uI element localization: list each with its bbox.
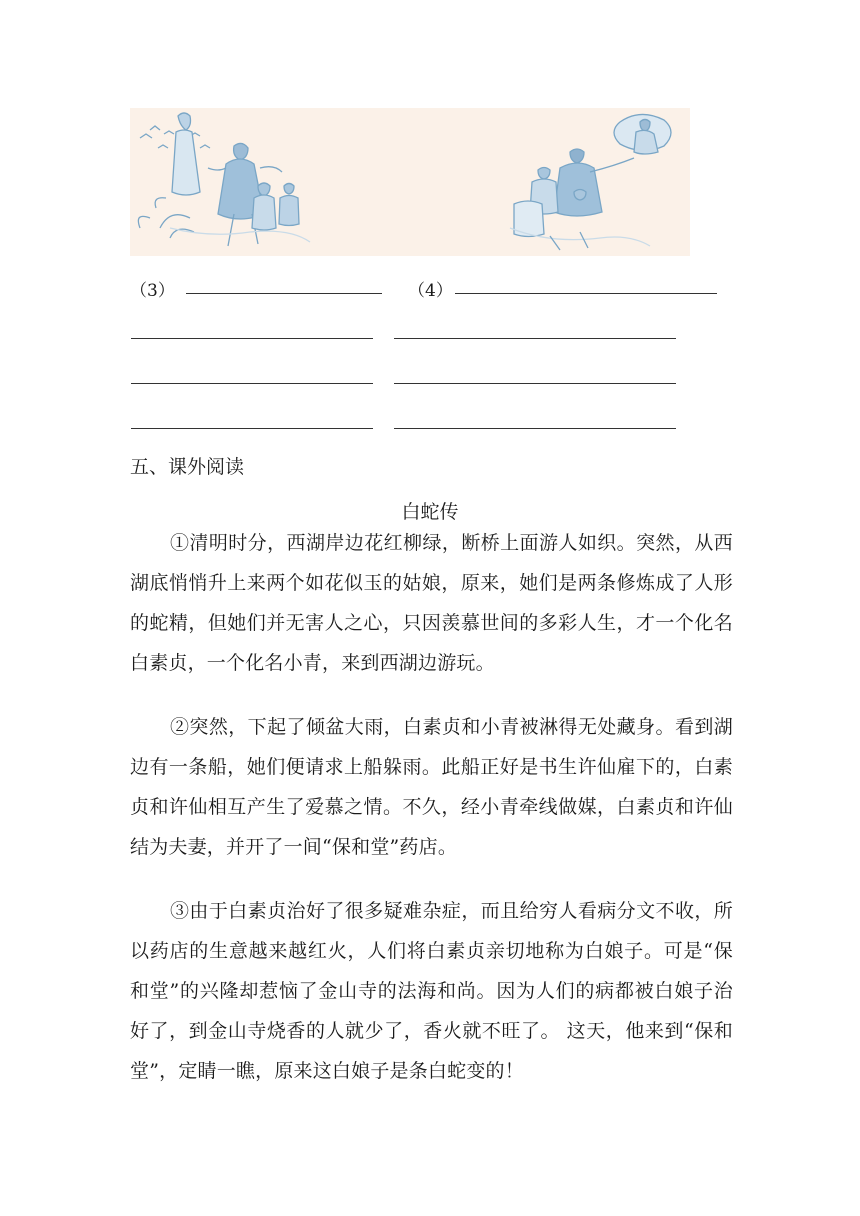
answer-line-3-row-3[interactable] <box>131 383 373 384</box>
left-scene-illustration <box>138 113 310 246</box>
section-title: 五、课外阅读 <box>130 456 245 478</box>
story-title: 白蛇传 <box>401 501 459 523</box>
answer-label-4: （4） <box>408 281 453 301</box>
right-scene-illustration <box>510 114 671 250</box>
answer-line-3[interactable] <box>186 293 382 294</box>
answer-line-3-row-2[interactable] <box>131 338 373 339</box>
answer-line-4-row-2[interactable] <box>394 338 676 339</box>
story-illustration <box>130 108 690 256</box>
answer-line-4-row-3[interactable] <box>394 383 676 384</box>
answer-label-3: （3） <box>130 281 175 301</box>
story-paragraph: ①清明时分，西湖岸边花红柳绿，断桥上面游人如织。突然，从西湖底悄悄升上来两个如花似玉的姑娘，原来，她们是两条修炼成了人形的蛇精，但她们并无害人之心，只因羡慕世间的多彩人生，才一个化名白素贞，一个化名小青，来到西湖边游玩。 <box>130 532 733 674</box>
answer-line-3-row-4[interactable] <box>131 428 373 429</box>
story-paragraph: ③由于白素贞治好了很多疑难杂症，而且给穷人看病分文不收，所以药店的生意越来越红火，人们将白素贞亲切地称为白娘子。可是“保和堂”的兴隆却惹恼了金山寺的法海和尚。因为人们的病都被白娘子治好了，到金山寺烧香的人就少了，香火就不旺了。 这天，他来到“保和堂”，定睛一瞧，原来这白娘子是条白蛇变的！ <box>130 900 733 1082</box>
story-paragraph: ②突然，下起了倾盆大雨，白素贞和小青被淋得无处藏身。看到湖边有一条船，她们便请求上船躲雨。此船正好是书生许仙雇下的，白素贞和许仙相互产生了爱慕之情。不久，经小青牵线做媒，白素贞和许仙结为夫妻，并开了一间“保和堂”药店。 <box>130 716 733 858</box>
answer-line-4[interactable] <box>455 293 717 294</box>
answer-line-4-row-4[interactable] <box>394 428 676 429</box>
